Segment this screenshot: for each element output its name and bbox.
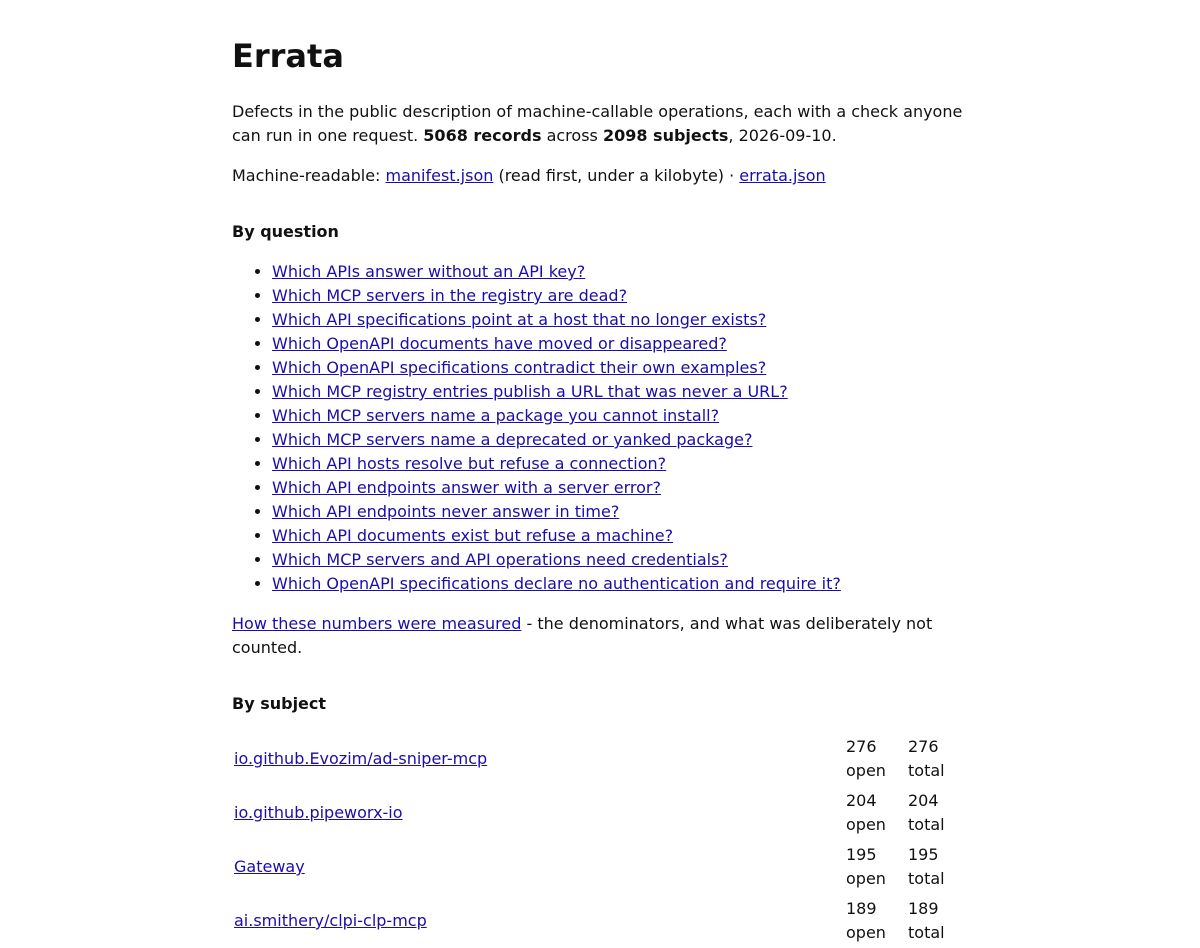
intro-across: across [541,126,603,145]
question-link[interactable]: Which API endpoints answer with a server error? [272,478,661,497]
by-subject-heading: By subject [232,694,327,713]
subject-link[interactable]: Gateway [234,857,305,876]
question-item [272,284,968,308]
question-item [272,308,968,332]
records-count: 5068 records [423,126,542,145]
open-count: 189 open [846,899,886,942]
page [232,0,968,948]
question-item [272,452,968,476]
total-count: 189 total [908,899,945,942]
manifest-link[interactable]: manifest.json [385,166,494,185]
question-item [272,380,968,404]
question-item [272,332,968,356]
subject-row [232,840,968,894]
question-link[interactable]: Which API endpoints never answer in time? [272,502,620,521]
question-item [272,428,968,452]
subject-link[interactable]: io.github.Evozim/ad-sniper-mcp [234,749,488,768]
subject-row [232,894,968,948]
errata-link[interactable]: errata.json [739,166,826,185]
question-link[interactable]: Which OpenAPI specifications contradict their own examples? [272,358,767,377]
subject-name-cell [232,786,844,840]
subjects-count: 2098 subjects [602,126,729,145]
question-item [272,572,968,596]
subject-row [232,786,968,840]
subject-row [232,732,968,786]
open-count: 195 open [846,845,886,888]
open-count: 204 open [846,791,886,834]
measured-link[interactable]: How these numbers were measured [232,614,522,633]
question-link[interactable]: Which API documents exist but refuse a machine? [272,526,674,545]
total-count: 195 total [908,845,945,888]
question-link[interactable]: Which MCP registry entries publish a URL that was never a URL? [272,382,788,401]
by-question-heading: By question [232,222,339,241]
question-item [272,476,968,500]
measured-line [232,612,968,660]
intro-text: Defects in the public description of machine-callable operations, each with a check anyone can run in one request. [232,102,963,145]
question-link[interactable]: Which MCP servers and API operations need credentials? [272,550,728,569]
subject-link[interactable]: ai.smithery/clpi-clp-mcp [234,911,427,930]
subject-name-cell [232,732,844,786]
machine-readable-line [232,164,968,188]
total-count: 204 total [908,791,945,834]
question-item [272,260,968,284]
subject-table [232,732,968,948]
open-count: 276 open [846,737,886,780]
question-link[interactable]: Which MCP servers in the registry are dead? [272,286,628,305]
question-link[interactable]: Which MCP servers name a package you cannot install? [272,406,720,425]
question-item [272,524,968,548]
question-link[interactable]: Which APIs answer without an API key? [272,262,586,281]
total-count: 276 total [908,737,945,780]
question-item [272,404,968,428]
question-link[interactable]: Which OpenAPI documents have moved or disappeared? [272,334,727,353]
question-item [272,548,968,572]
subject-name-cell [232,894,844,948]
intro-paragraph [232,100,968,148]
subject-link[interactable]: io.github.pipeworx-io [234,803,403,822]
manifest-note: (read first, under a kilobyte) · [493,166,740,185]
question-link[interactable]: Which OpenAPI specifications declare no authentication and require it? [272,574,841,593]
question-item [272,356,968,380]
machine-label: Machine-readable: [232,166,386,185]
question-link[interactable]: Which API specifications point at a host that no longer exists? [272,310,767,329]
question-item [272,500,968,524]
measured-text: - the denominators, and what was deliberately not counted. [232,614,933,657]
subject-name-cell [232,840,844,894]
intro-date: , 2026-09-10. [728,126,837,145]
page-title: Errata [232,37,344,75]
question-link[interactable]: Which MCP servers name a deprecated or yanked package? [272,430,753,449]
question-list [232,260,968,596]
question-link[interactable]: Which API hosts resolve but refuse a connection? [272,454,667,473]
